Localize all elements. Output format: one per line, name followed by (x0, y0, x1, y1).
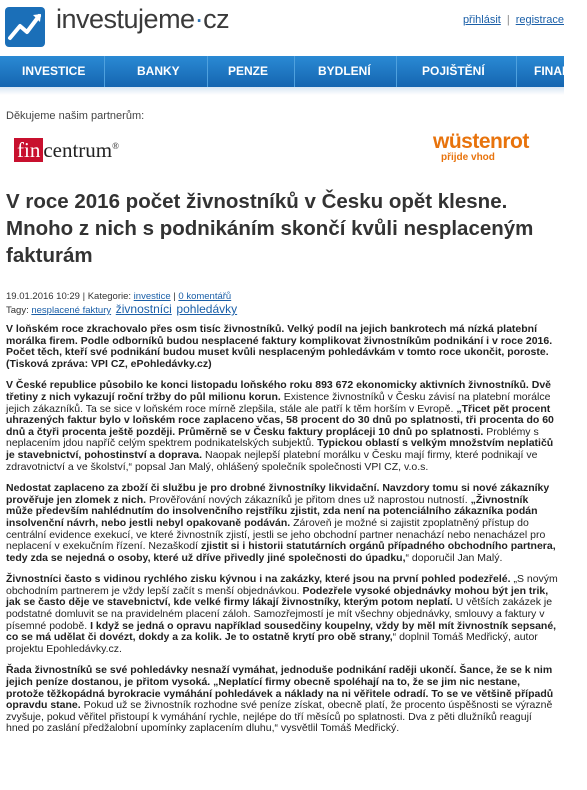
tag-link[interactable]: nesplacené faktury (31, 305, 112, 316)
article-tags (6, 302, 237, 316)
article-date: 19.01.2016 10:29 (6, 291, 80, 302)
nav-item-finance[interactable]: FINANCE (534, 64, 587, 78)
nav-divider (516, 56, 517, 87)
wustenrot-logo-name: wüstenrot (433, 130, 529, 153)
site-header (0, 0, 564, 56)
nav-divider (294, 56, 295, 87)
article-body (6, 324, 558, 745)
article-paragraph: Živnostníci často s vidinou rychlého zisku kývnou i na zakázky, které jsou na první pohled podezřelé. „S novým obchodním partnerem je vždy lepší začít s menší objednávkou. Podezřele vysoké objednávky mohou být jen trik, jak se často děje ve stavebnictví, kde velké firmy lákají živnostníky, kterým potom neplatí. U větších zakázek je podstatné domluvit se na pravidelném placení záloh. Samozřejmostí je mít všechny objednávky, smlouvy a faktury v písemné podobě. I když se jedná o opravu například sousedčiny koupelny, vždy by měl mít živnostník sepsané, co se má udělat či dovézt, dokdy a za kolik. Je to ostatně krytí pro obě strany,“ doplnil Tomáš Medřický, autor projektu Epohledávky.cz. (6, 573, 558, 655)
tags-label: Tagy: (6, 305, 29, 316)
partners-label: Děkujeme našim partnerům: (6, 110, 145, 122)
fincentrum-logo-part2: centrum (43, 138, 113, 162)
category-label: Kategorie: (87, 291, 132, 302)
logo-suffix: cz (203, 4, 230, 34)
tag-link[interactable]: pohledávky (176, 302, 238, 316)
category-link[interactable]: investice (133, 291, 171, 302)
wustenrot-logo-tagline: přijde vhod (441, 152, 495, 163)
nav-item-bydleni[interactable]: BYDLENÍ (318, 64, 371, 78)
fincentrum-logo-part1: fin (14, 138, 43, 162)
site-logo-text[interactable]: investujeme·cz (56, 4, 230, 34)
nav-divider (396, 56, 397, 87)
fincentrum-logo[interactable] (14, 138, 119, 163)
nav-divider (104, 56, 105, 87)
article-title: V roce 2016 počet živnostníků v Česku opět klesne. Mnoho z nich s podnikáním skončí kvůli nesplaceným fakturám (6, 190, 534, 267)
article-paragraph: V České republice působilo ke konci listopadu loňského roku 893 672 ekonomicky aktivních živnostníků. Dvě třetiny z nich vykazují roční tržby do půl milionu korun. Existence živnostníků v Česku závisí na platební morálce jejich zákazníků. Ta se sice v loňském roce mírně zlepšila, stále ale patří k těm horším v Evropě. „Třicet pět procent uhrazených faktur bylo v loňském roce zaplaceno včas, 58 procent do 30 dnů po splatnosti, tři procenta do 60 dnů a čtyři procenta ještě později. Průměrně se v Česku faktury propláceji 10 dnů po splatnosti. Problémy s neplacením jdou napříč celým spektrem podnikatelských subjektů. Typickou oblastí s velkým množstvím neplatičů je stavebnictví, pohostinství a doprava. Naopak nejlepší platební morálku v Česku mají firmy, které podnikají ve zdravotnictví a ve školství,“ popsal Jan Malý, ohlášený společník společnosti VPI CZ, v.o.s. (6, 379, 554, 473)
article-meta: 19.01.2016 10:29 | Kategorie: investice | 0 komentářů (6, 291, 232, 302)
tag-link[interactable]: živnostníci (115, 302, 172, 316)
nav-item-investice[interactable]: INVESTICE (22, 64, 86, 78)
article-paragraph: Nedostat zaplaceno za zboží či službu je pro drobné živnostníky likvidační. Navzdory tomu si nové zákazníky prověřuje jen zlomek z nich. Prověřování nových zákazníků je přitom dnes už naprostou nutností. „Živnostník může především nahlédnutím do insolvenčního rejstříku zjistit, zda není na potenciálního zákazníka podán insolvenční návrh, nebo jestli nebyl opakovaně podáván. Zároveň je možné si zajistit zpoplatněný přístup do centrální evidence exekucí, ve které živnostník zjistí, jestli se jeho obchodní partner nenachází nebo nenacházel pro neplacení v exekučním řízení. Nezaškodí zjistit si i historii statutárních orgánů případného obchodního partnera, tedy zda se nejedná o osoby, které už dříve přivedly jiné společnosti do úpadku,“ doporučil Jan Malý. (6, 482, 556, 564)
logo-name: investujeme (56, 4, 195, 34)
register-link[interactable]: registrace (515, 14, 564, 26)
chart-logo-icon[interactable] (4, 6, 46, 48)
wustenrot-logo[interactable] (433, 130, 563, 163)
login-link[interactable]: přihlásit (462, 14, 501, 26)
nav-item-penze[interactable]: PENZE (228, 64, 269, 78)
article-paragraph: Řada živnostníků se své pohledávky nesnaží vymáhat, jednoduše podnikání raději ukončí. Šance, že se k nim jejich peníze dostanou, je přitom vysoká. „Neplatící firmy obecně spoléhají na to, že se jim nic nestane, protože těžkopádná byrokracie vymáhání pohledávek a náklady na ni věřitele odradí. To se ve většině případů opravdu stane. Pokud už se živnostník rozhodne své peníze získat, obecně platí, že procento úspěšnosti se výrazně zvyšuje, pokud věřitel přistoupí k vymáhání rychle, nejlépe do tří měsíců po splatnosti. Dva z pěti dlužníků reagují hned po zaslání předžalobní upomínky zaplacením dluhu,“ vysvětlil Tomáš Medřický. (6, 664, 554, 735)
nav-divider (207, 56, 208, 87)
fincentrum-logo-mark: ® (112, 141, 119, 151)
account-links: přihlásit | registrace (462, 14, 564, 26)
main-navigation (0, 56, 587, 87)
nav-item-banky[interactable]: BANKY (137, 64, 180, 78)
article-paragraph: V loňském roce zkrachovalo přes osm tisíc živnostníků. Velký podíl na jejich bankrotech má nízká platební morálka firem. Podle odborníků budou nesplacené faktury komplikovat živnostníkům podnikání i v roce 2016. Počet těch, kteří své podnikání budou muset kvůli nesplaceným pohledávkám v tomto roce ukončit, poroste. (Tisková zpráva: VPI CZ, ePohledávky.cz) (6, 323, 553, 370)
nav-item-pojisteni[interactable]: POJIŠTĚNÍ (422, 64, 485, 78)
comments-link[interactable]: 0 komentářů (178, 291, 232, 302)
nav-shadow (0, 87, 564, 95)
